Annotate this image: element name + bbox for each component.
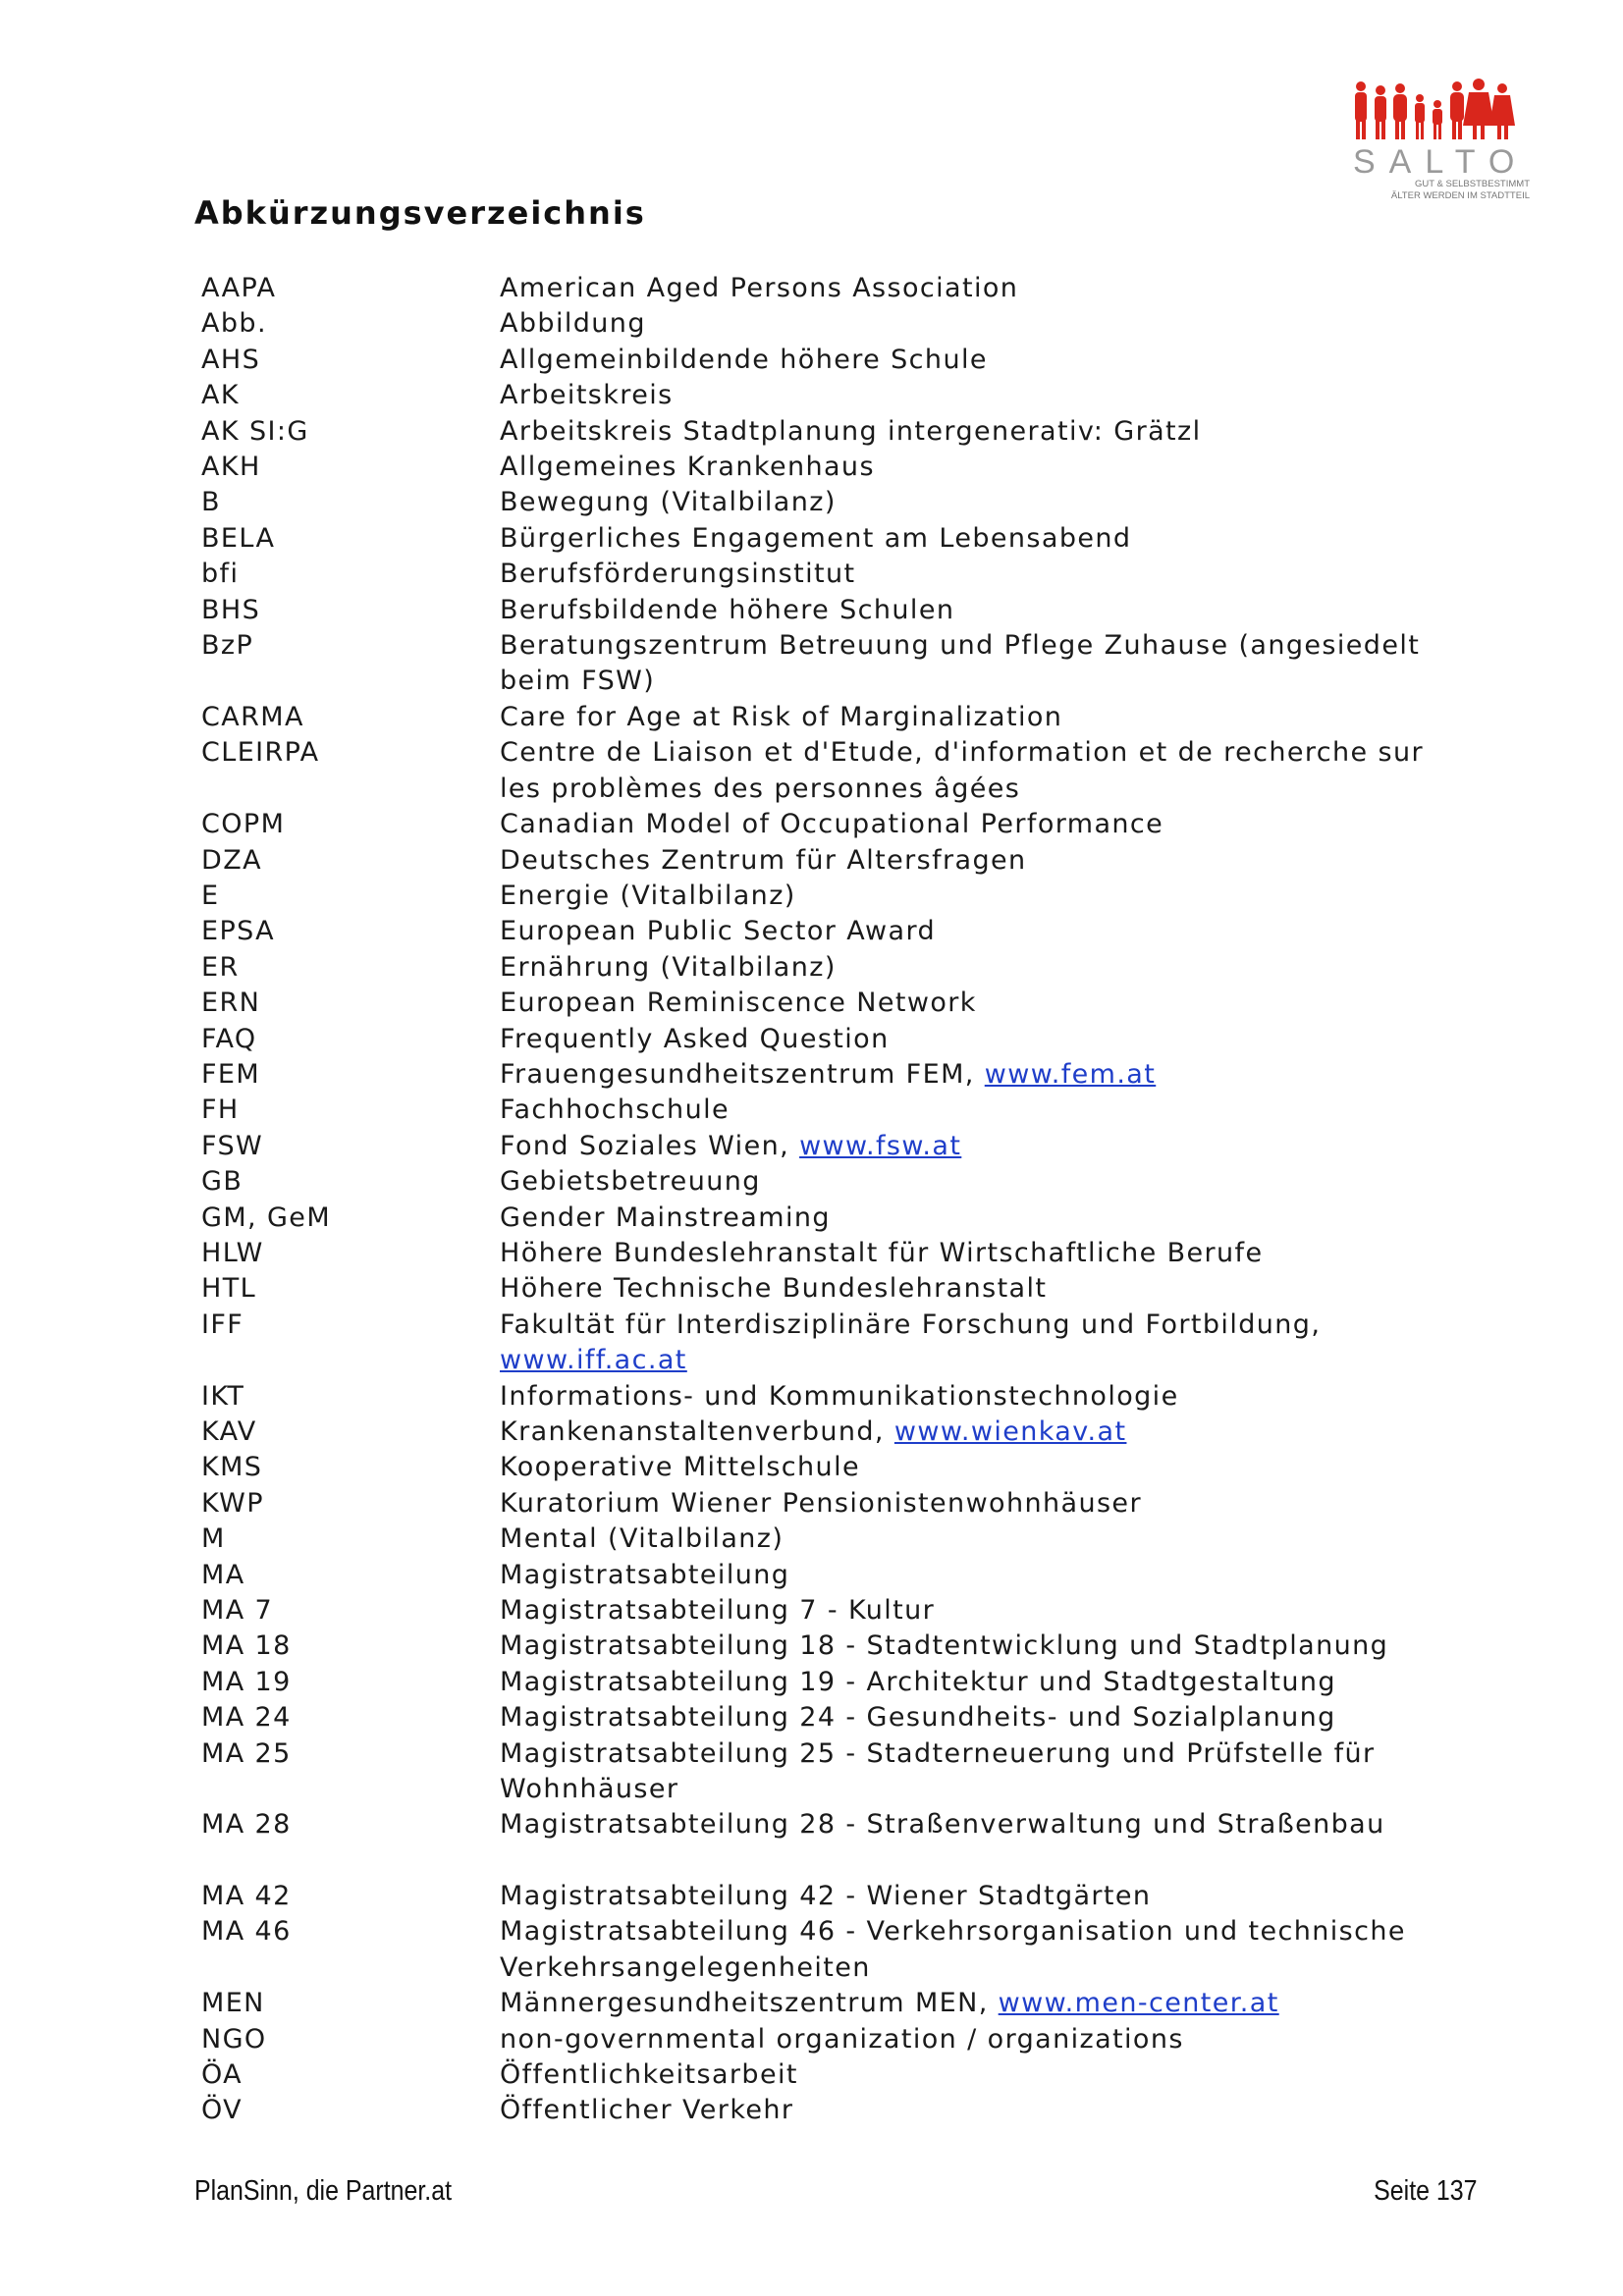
definition — [500, 807, 1462, 842]
glossary-row — [201, 450, 1478, 485]
definition — [500, 1665, 1462, 1700]
abbreviation: MEN — [201, 1988, 265, 2019]
definition-text: non-governmental organization / organizations — [500, 2023, 1184, 2055]
definition — [500, 700, 1462, 735]
abbreviation: DZA — [201, 844, 262, 876]
definition — [500, 1057, 1462, 1093]
definition — [500, 628, 1462, 700]
glossary-row — [201, 271, 1478, 306]
definition — [500, 1450, 1462, 1485]
glossary-row — [201, 700, 1478, 735]
abbreviation: MA 46 — [201, 1916, 292, 1948]
definition-text: Krankenanstaltenverbund, — [500, 1416, 894, 1447]
abbreviation: BzP — [201, 630, 254, 662]
glossary-row — [201, 1450, 1478, 1485]
definition-text: Bewegung (Vitalbilanz) — [500, 487, 837, 518]
abbreviation: KAV — [201, 1416, 257, 1447]
logo-wordmark: SALTO — [1353, 143, 1529, 181]
definition — [500, 1164, 1462, 1200]
abbreviation: ER — [201, 951, 240, 983]
page-title: Abkürzungsverzeichnis — [194, 194, 646, 232]
definition-text: Care for Age at Risk of Marginalization — [500, 701, 1063, 732]
abbreviation: B — [201, 487, 221, 518]
glossary-row — [201, 1665, 1478, 1700]
definition — [500, 1129, 1462, 1164]
abbreviation: IFF — [201, 1308, 244, 1340]
abbreviation: KMS — [201, 1452, 263, 1483]
definition-text: Informations- und Kommunikationstechnologie — [500, 1380, 1179, 1412]
definition-text: Berufsförderungsinstitut — [500, 559, 856, 590]
definition-text: Ernährung (Vitalbilanz) — [500, 951, 837, 983]
abbreviation: GB — [201, 1166, 243, 1198]
abbreviation: CARMA — [201, 701, 304, 732]
definition — [500, 557, 1462, 592]
website-link[interactable]: www.wienkav.at — [893, 1416, 1127, 1447]
glossary-row — [201, 2057, 1478, 2093]
definition-text: Gender Mainstreaming — [500, 1201, 831, 1233]
abbreviation: AHS — [201, 344, 261, 375]
abbreviation: MA 25 — [201, 1737, 292, 1769]
abbreviation: AKH — [201, 452, 261, 483]
abbreviation: FAQ — [201, 1023, 257, 1054]
website-link[interactable]: www.men-center.at — [998, 1988, 1279, 2019]
definition-text: Arbeitskreis Stadtplanung intergenerativ: Grätzl — [500, 415, 1202, 447]
definition-text: Kooperative Mittelschule — [500, 1452, 860, 1483]
abbreviation: BELA — [201, 522, 276, 554]
glossary-row — [201, 557, 1478, 592]
definition — [500, 914, 1462, 949]
glossary-row — [201, 1271, 1478, 1307]
website-link[interactable]: www.fem.at — [984, 1058, 1157, 1090]
definition — [500, 271, 1462, 306]
glossary-row — [201, 879, 1478, 914]
definition — [500, 450, 1462, 485]
definition — [500, 1914, 1462, 1986]
definition-text: European Reminiscence Network — [500, 988, 977, 1019]
glossary-row — [201, 1593, 1478, 1629]
definition-text: Frauengesundheitszentrum FEM, — [500, 1058, 985, 1090]
definition — [500, 1379, 1462, 1415]
glossary-row — [201, 1164, 1478, 1200]
definition-text: Magistratsabteilung 18 - Stadtentwicklung und Stadtplanung — [500, 1630, 1389, 1662]
definition — [500, 1522, 1462, 1557]
definition — [500, 1201, 1462, 1236]
definition — [500, 1415, 1462, 1450]
abbreviation: EPSA — [201, 916, 276, 947]
definition — [500, 521, 1462, 557]
abbreviation: MA 18 — [201, 1630, 292, 1662]
definition-text: Bürgerliches Engagement am Lebensabend — [500, 522, 1132, 554]
abbreviation: AK — [201, 380, 240, 411]
definition-text: Magistratsabteilung — [500, 1559, 790, 1590]
definition — [500, 843, 1462, 879]
definition — [500, 414, 1462, 450]
definition-text: Allgemeines Krankenhaus — [500, 452, 875, 483]
definition-text: Magistratsabteilung 25 - Stadterneuerung und Prüfstelle für Wohnhäuser — [500, 1737, 1376, 1805]
definition-text: Centre de Liaison et d'Etude, d'information et de recherche sur les problèmes des personnes âgées — [500, 737, 1424, 804]
glossary-row — [201, 2022, 1478, 2057]
glossary-row — [201, 1057, 1478, 1093]
footer-publisher: PlanSinn, die Partner.at — [194, 2175, 453, 2207]
abbreviation: NGO — [201, 2023, 267, 2055]
abbreviation: Abb. — [201, 308, 267, 340]
glossary-row — [201, 1879, 1478, 1914]
definition-text: European Public Sector Award — [500, 916, 937, 947]
abbreviation: FSW — [201, 1130, 264, 1161]
glossary-row — [201, 1736, 1478, 1808]
glossary-row — [201, 1486, 1478, 1522]
definition — [500, 2093, 1462, 2128]
definition-text: Magistratsabteilung 46 - Verkehrsorganisation und technische Verkehrsangelegenheiten — [500, 1916, 1406, 1983]
definition — [500, 950, 1462, 986]
abbreviation: MA 42 — [201, 1880, 292, 1911]
glossary-row — [201, 1914, 1478, 1986]
glossary-row — [201, 843, 1478, 879]
glossary-row — [201, 1629, 1478, 1664]
glossary-row — [201, 914, 1478, 949]
definition — [500, 1308, 1462, 1379]
definition — [500, 1879, 1462, 1914]
definition-text: Fachhochschule — [500, 1095, 730, 1126]
salto-logo — [1347, 79, 1534, 206]
definition-text: Energie (Vitalbilanz) — [500, 880, 796, 911]
definition-text: Kuratorium Wiener Pensionistenwohnhäuser — [500, 1487, 1142, 1519]
glossary-row — [201, 1807, 1478, 1842]
footer-page-number: Seite 137 — [1374, 2175, 1478, 2207]
abbreviation: ERN — [201, 988, 261, 1019]
definition — [500, 735, 1462, 807]
glossary-row — [201, 1379, 1478, 1415]
glossary-row — [201, 1236, 1478, 1271]
abbreviation: FEM — [201, 1058, 261, 1090]
row-spacer — [201, 1843, 1478, 1879]
abbreviation: MA 24 — [201, 1702, 292, 1734]
definition-text: American Aged Persons Association — [500, 273, 1019, 303]
definition-text: Höhere Technische Bundeslehranstalt — [500, 1273, 1048, 1305]
definition — [500, 1700, 1462, 1735]
abbreviation: KWP — [201, 1487, 264, 1519]
abbreviation: MA — [201, 1559, 245, 1590]
glossary-row — [201, 1558, 1478, 1593]
definition-text: Abbildung — [500, 308, 646, 340]
abbreviation: HLW — [201, 1237, 264, 1268]
abbreviation: HTL — [201, 1273, 257, 1305]
abbreviation: MA 28 — [201, 1809, 292, 1841]
definition — [500, 306, 1462, 342]
definition — [500, 1807, 1462, 1842]
abbreviation: AK SI:G — [201, 415, 309, 447]
glossary-row — [201, 1700, 1478, 1735]
definition-text: Arbeitskreis — [500, 380, 674, 411]
definition — [500, 1022, 1462, 1057]
definition — [500, 343, 1462, 378]
glossary-row — [201, 1308, 1478, 1379]
definition-text: Öffentlichkeitsarbeit — [500, 2058, 798, 2090]
glossary-row — [201, 628, 1478, 700]
glossary-row — [201, 378, 1478, 413]
definition-text: Beratungszentrum Betreuung und Pflege Zuhause (angesiedelt beim FSW) — [500, 630, 1421, 697]
abbreviation: ÖV — [201, 2095, 243, 2126]
definition-text: Deutsches Zentrum für Altersfragen — [500, 844, 1027, 876]
glossary-row — [201, 807, 1478, 842]
definition-text: Magistratsabteilung 24 - Gesundheits- und Sozialplanung — [500, 1702, 1336, 1734]
glossary-row — [201, 1522, 1478, 1557]
definition-text: Gebietsbetreuung — [500, 1166, 761, 1198]
definition — [500, 1236, 1462, 1271]
definition — [500, 593, 1462, 628]
definition-text: Mental (Vitalbilanz) — [500, 1523, 784, 1555]
abbreviation-list — [201, 271, 1478, 2129]
glossary-row — [201, 593, 1478, 628]
definition-text: Fakultät für Interdisziplinäre Forschung und Fortbildung, — [500, 1308, 1322, 1340]
definition-text: Öffentlicher Verkehr — [500, 2095, 794, 2126]
abbreviation: AAPA — [201, 273, 277, 303]
definition — [500, 1558, 1462, 1593]
definition — [500, 1629, 1462, 1664]
abbreviation: BHS — [201, 594, 261, 625]
definition — [500, 2057, 1462, 2093]
definition — [500, 986, 1462, 1021]
glossary-row — [201, 521, 1478, 557]
abbreviation: GM, GeM — [201, 1201, 332, 1233]
definition-text: Magistratsabteilung 28 - Straßenverwaltung und Straßenbau — [500, 1809, 1385, 1841]
definition — [500, 1486, 1462, 1522]
glossary-row — [201, 1022, 1478, 1057]
abbreviation: ÖA — [201, 2058, 243, 2090]
abbreviation: M — [201, 1523, 226, 1555]
glossary-row — [201, 2093, 1478, 2128]
definition — [500, 1271, 1462, 1307]
logo-tagline-2: ÄLTER WERDEN IM STADTTEIL — [1390, 190, 1530, 201]
glossary-row — [201, 1415, 1478, 1450]
glossary-row — [201, 1986, 1478, 2021]
definition — [500, 378, 1462, 413]
definition-text: Canadian Model of Occupational Performance — [500, 809, 1164, 840]
definition-text: Höhere Bundeslehranstalt für Wirtschaftliche Berufe — [500, 1237, 1264, 1268]
definition-text: Fond Soziales Wien, — [500, 1130, 800, 1161]
logo-tagline-1: GUT & SELBSTBESTIMMT — [1414, 179, 1530, 189]
definition-text: Frequently Asked Question — [500, 1023, 890, 1054]
glossary-row — [201, 735, 1478, 807]
definition-text: Magistratsabteilung 19 - Architektur und Stadtgestaltung — [500, 1666, 1336, 1697]
definition — [500, 1986, 1462, 2021]
abbreviation: CLEIRPA — [201, 737, 320, 769]
glossary-row — [201, 485, 1478, 520]
abbreviation: MA 7 — [201, 1595, 274, 1627]
definition — [500, 1736, 1462, 1808]
abbreviation: COPM — [201, 809, 286, 840]
abbreviation: MA 19 — [201, 1666, 292, 1697]
definition-text: Magistratsabteilung 7 - Kultur — [500, 1595, 936, 1627]
abbreviation: E — [201, 880, 220, 911]
glossary-row — [201, 950, 1478, 986]
website-link[interactable]: www.iff.ac.at — [500, 1345, 687, 1376]
definition — [500, 1093, 1462, 1128]
website-link[interactable]: www.fsw.at — [799, 1130, 962, 1161]
glossary-row — [201, 414, 1478, 450]
glossary-row — [201, 306, 1478, 342]
definition-text: Berufsbildende höhere Schulen — [500, 594, 955, 625]
glossary-row — [201, 343, 1478, 378]
definition — [500, 485, 1462, 520]
abbreviation: bfi — [201, 559, 240, 590]
glossary-row — [201, 986, 1478, 1021]
glossary-row — [201, 1201, 1478, 1236]
abbreviation: FH — [201, 1095, 240, 1126]
definition-text: Allgemeinbildende höhere Schule — [500, 344, 988, 375]
abbreviation: IKT — [201, 1380, 245, 1412]
definition — [500, 1593, 1462, 1629]
definition — [500, 879, 1462, 914]
definition-text: Männergesundheitszentrum MEN, — [500, 1988, 999, 2019]
glossary-row — [201, 1129, 1478, 1164]
definition — [500, 2022, 1462, 2057]
people-silhouettes-icon — [1347, 79, 1534, 206]
definition-text: Magistratsabteilung 42 - Wiener Stadtgärten — [500, 1880, 1152, 1911]
glossary-row — [201, 1093, 1478, 1128]
